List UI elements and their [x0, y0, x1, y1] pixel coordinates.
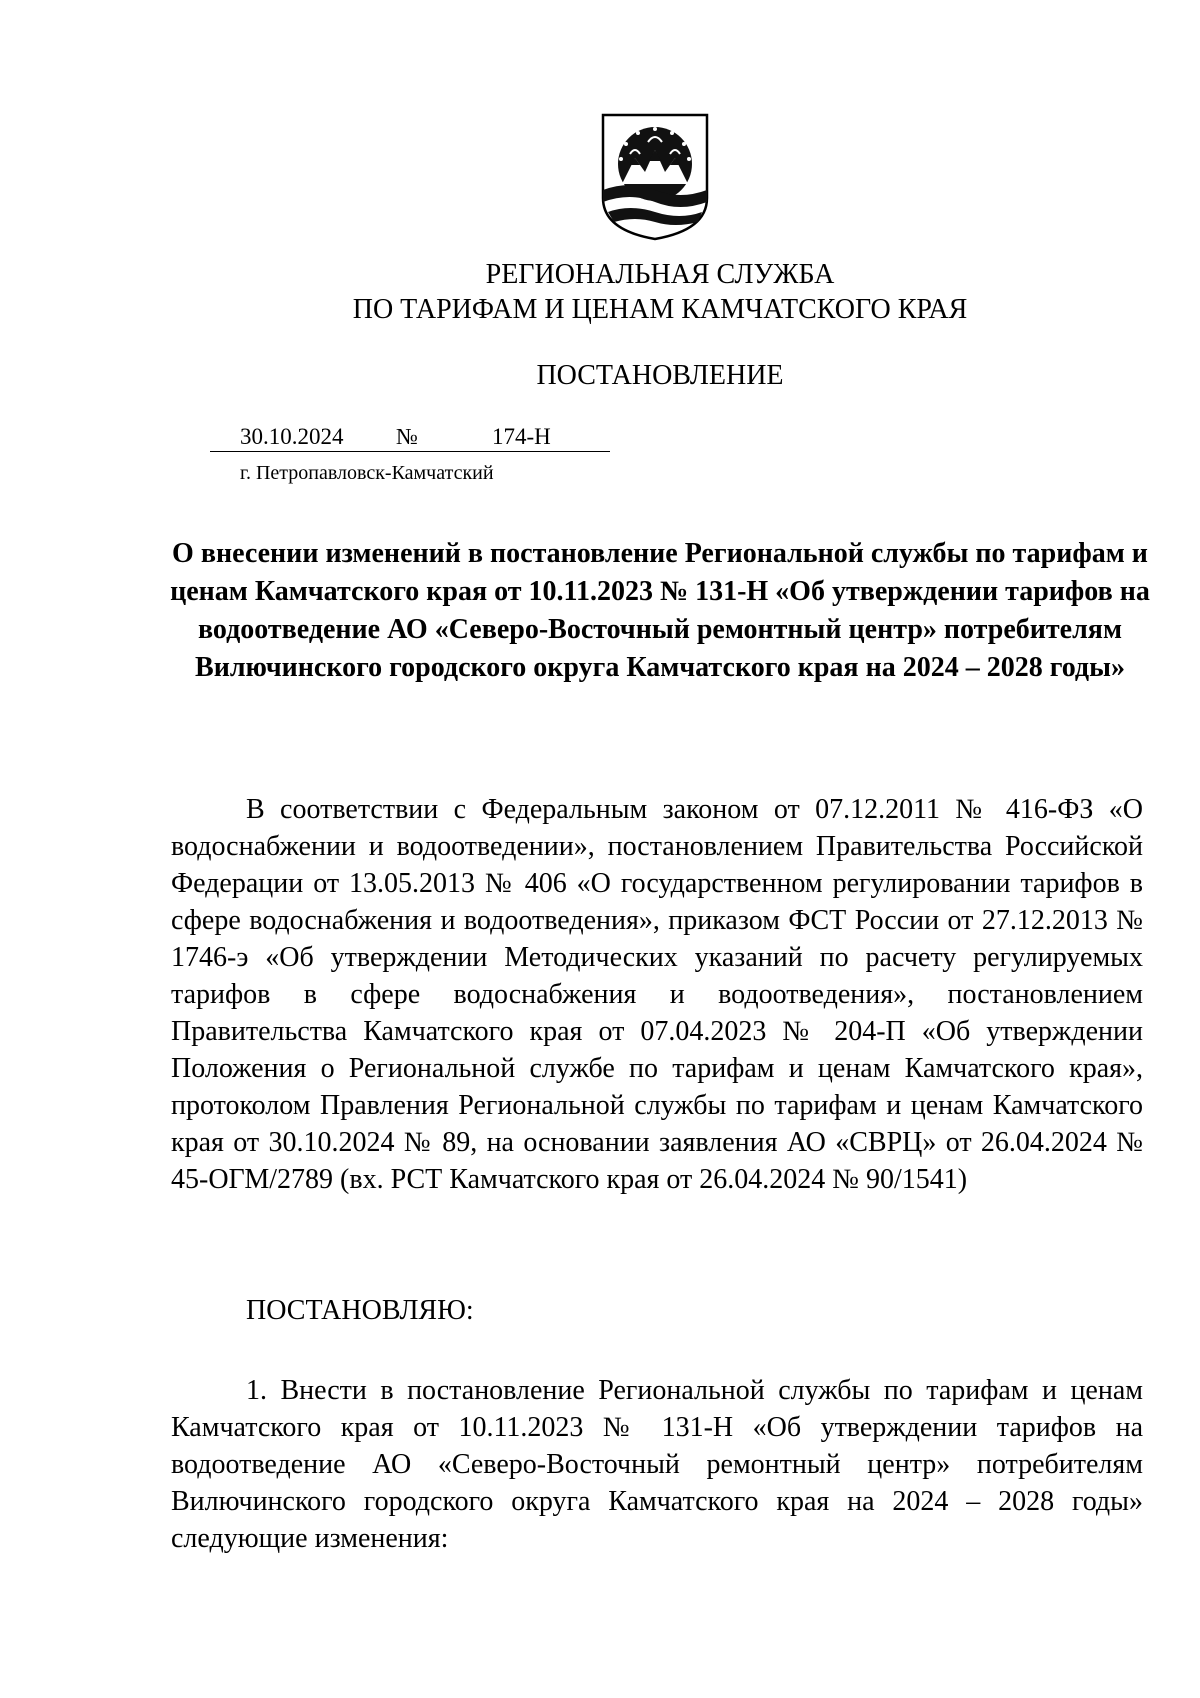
date-number-row — [210, 423, 610, 451]
org-name-line2: ПО ТАРИФАМ И ЦЕНАМ КАМЧАТСКОГО КРАЯ — [352, 294, 968, 325]
clause-1-paragraph: 1. Внести в постановление Региональной службы по тарифам и ценам Камчатского края от 10.11.2023 № 131-Н «Об утверждении тарифов на водоотведение АО «Северо-Восточный ремонтный центр» потребителям Вилючинского городского округа Камчатского края на 2024 – 2028 годы» следующие изменения: — [171, 1375, 1143, 1554]
city-name: г. Петропавловск-Камчатский — [240, 462, 494, 484]
preamble-paragraph: В соответствии с Федеральным законом от 07.12.2011 № 416-ФЗ «О водоснабжении и водоотведении», постановлением Правительства Российской Федерации от 13.05.2013 № 406 «О государственном регулировании тарифов в сфере водоснабжения и водоотведения», приказом ФСТ России от 27.12.2013 № 1746-э «Об утверждении Методических указаний по расчету регулируемых тарифов в сфере водоснабжения и водоотведения», постановлением Правительства Камчатского края от 07.04.2023 № 204-П «Об утверждении Положения о Региональной службе по тарифам и ценам Камчатского края», протоколом Правления Региональной службы по тарифам и ценам Камчатского края от 30.10.2024 № 89, на основании заявления АО «СВРЦ» от 26.04.2024 № 45-ОГМ/2789 (вх. РСТ Камчатского края от 26.04.2024 № 90/1541) — [171, 794, 1143, 1195]
document-title: О внесении изменений в постановление Региональной службы по тарифам и ценам Камчатского края от 10.11.2023 № 131-Н «Об утверждении тарифов на водоотведение АО «Северо-Восточный ремонтный центр» потребителям Вилючинского городского округа Камчатского края на 2024 – 2028 годы» — [170, 538, 1150, 683]
number-sign: № — [396, 424, 418, 449]
org-name-line1: РЕГИОНАЛЬНАЯ СЛУЖБА — [485, 259, 835, 290]
kamchatka-coat-of-arms-icon — [600, 112, 710, 242]
document-number: 174-Н — [492, 424, 551, 449]
date-underline — [210, 451, 610, 452]
document-type: ПОСТАНОВЛЕНИЕ — [536, 360, 784, 391]
document-date: 30.10.2024 — [240, 424, 344, 449]
decree-word: ПОСТАНОВЛЯЮ: — [246, 1295, 474, 1326]
